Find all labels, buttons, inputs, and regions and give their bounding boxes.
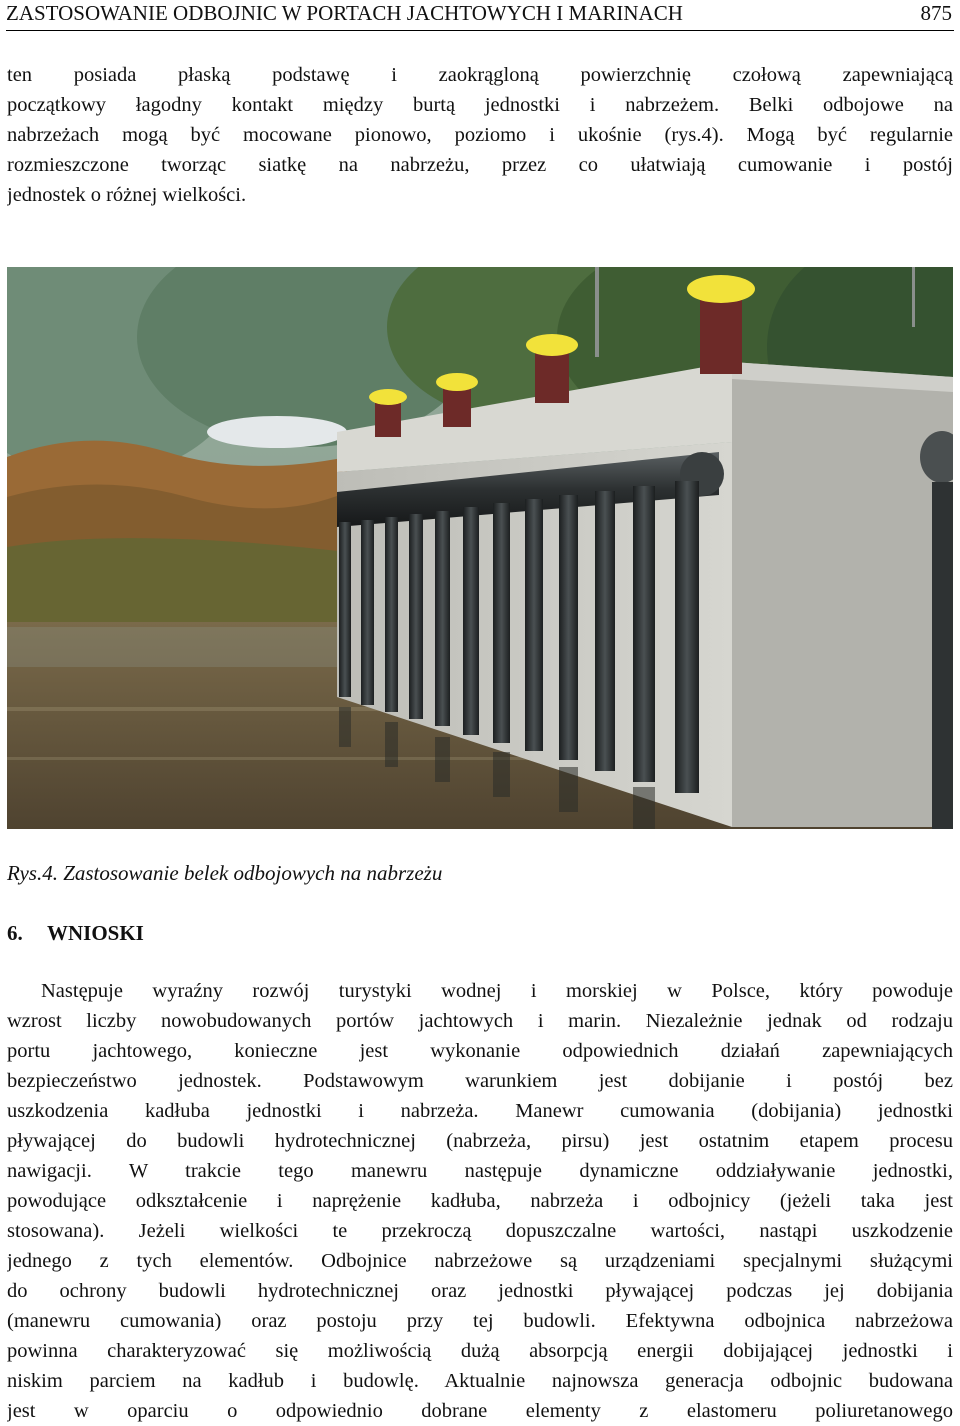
- conclusion-line: nawigacji. W trakcie tego manewru następuje dynamiczne oddziaływanie jednostki,: [7, 1160, 953, 1182]
- conclusion-line: pływającej do budowli hydrotechnicznej (nabrzeża, pirsu) jest ostatnim etapem procesu: [7, 1130, 953, 1152]
- intro-line: nabrzeżach mogą być mocowane pionowo, poziomo i ukośnie (rys.4). Mogą być regularnie: [7, 124, 953, 146]
- page-number: 875: [920, 1, 952, 25]
- conclusion-line: uszkodzenia kadłuba jednostki i nabrzeża. Manewr cumowania (dobijania) jednostki: [7, 1100, 953, 1122]
- intro-line: początkowy łagodny kontakt między burtą jednostki i nabrzeżem. Belki odbojowe na: [7, 94, 953, 116]
- intro-line: jednostek o różnej wielkości.: [7, 184, 247, 206]
- conclusions-paragraph: [7, 976, 953, 1426]
- conclusion-line: do ochrony budowli hydrotechnicznej oraz jednostki pływającej podczas jej dobijania: [7, 1280, 953, 1302]
- conclusion-line: powodujące odkształcenie i naprężenie kadłuba, nabrzeża i odbojnicy (jeżeli taka jest: [7, 1190, 953, 1212]
- conclusion-line: powinna charakteryzować się możliwością dużą absorpcją energii dobijającej jednostki i: [7, 1340, 953, 1362]
- intro-line: rozmieszczone tworząc siatkę na nabrzeżu, przez co ułatwiają cumowanie i postój: [7, 154, 953, 176]
- conclusion-line: jest w oparciu o odpowiednio dobrane elementy z elastomeru poliuretanowego: [7, 1400, 953, 1422]
- conclusion-line: bezpieczeństwo jednostek. Podstawowym warunkiem jest dobijanie i postój bez: [7, 1070, 953, 1092]
- section-heading: [7, 918, 144, 948]
- intro-line: ten posiada płaską podstawę i zaokrągloną powierzchnię czołową zapewniającą: [7, 64, 953, 86]
- section-title: WNIOSKI: [47, 921, 144, 945]
- running-header: [6, 0, 954, 31]
- conclusion-line: portu jachtowego, konieczne jest wykonanie odpowiednich działań zapewniających: [7, 1040, 953, 1062]
- conclusion-line: jednego z tych elementów. Odbojnice nabrzeżowe są urządzeniami specjalnymi służącymi: [7, 1250, 953, 1272]
- conclusion-line: stosowana). Jeżeli wielkości te przekroczą dopuszczalne wartości, nastąpi uszkodzenie: [7, 1220, 953, 1242]
- conclusion-line: Następuje wyraźny rozwój turystyki wodnej i morskiej w Polsce, który powoduje: [41, 980, 953, 1002]
- conclusion-line: niskim parciem na kadłub i budowlę. Aktualnie najnowsza generacja odbojnic budowana: [7, 1370, 953, 1392]
- photo-illustration: [7, 267, 953, 829]
- conclusion-line: (manewru cumowania) oraz postoju przy tej budowli. Efektywna odbojnica nabrzeżowa: [7, 1310, 953, 1332]
- figure-caption: Rys.4. Zastosowanie belek odbojowych na nabrzeżu: [7, 861, 443, 885]
- conclusion-line: wzrost liczby nowobudowanych portów jachtowych i marin. Niezależnie jednak od rodzaju: [7, 1010, 953, 1032]
- header-title: ZASTOSOWANIE ODBOJNIC W PORTACH JACHTOWYCH I MARINACH: [6, 1, 683, 25]
- section-number: 6.: [7, 921, 23, 945]
- figure-photo-fender-beams: [7, 267, 953, 829]
- intro-paragraph: [7, 60, 953, 210]
